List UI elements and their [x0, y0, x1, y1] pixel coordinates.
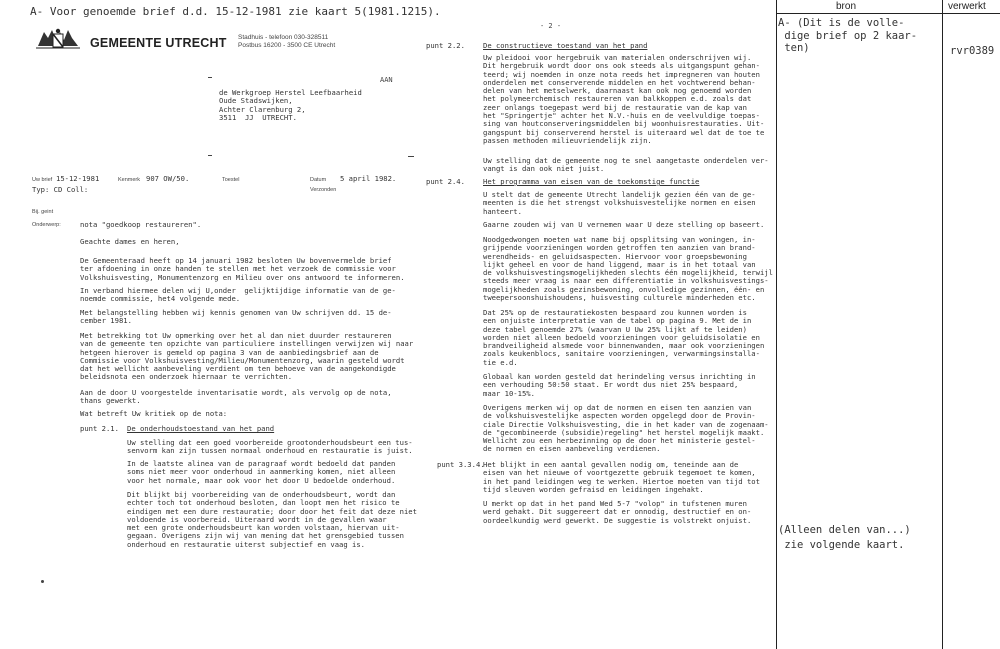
left-paragraph-4: Met betrekking tot Uw opmerking over het al dan niet duurder restaureren van de gemeente ten opzichte van particuliere instellingen verwijzen wij naar hetgeen hierover is gemeld op pagina 3 van de aanbiedingsbrief aan de Commissie voor Volkshuisvesting/Milieu/Monumentenzorg, waarin gesteld wordt dat het wellicht aanbeveling verdient om ten behoeve van de aangekondigde beleidsnota een onderzoek hiernaar te verrichten.	[80, 331, 414, 382]
verzonden-label: Verzonden	[310, 187, 337, 193]
section-2-4-paragraph-6: Overigens merken wij op dat de normen en eisen ten aanzien van de volkshuisvestelijke aspecten worden opgelegd door de Provin- ciale Directie Volkshuisvesting, die in het kader van de zogenaam- de "gecombineerde (subsidie)regeling" het herstel mogelijk maakt. Wellicht zou een herbezinning op de door het ministerie gestel- de normen en eisen aanbeveling verdienen.	[483, 403, 769, 454]
left-paragraph-2: In verband hiermee delen wij U,onder gelijktijdige informatie van de ge- noemde commissie, het4 volgende mede.	[80, 286, 396, 304]
section-2-1-paragraph-3: Dit blijkt bij voorbereiding van de onderhoudsbeurt, wordt dan echter toch tot onderhoud besloten, dan loopt men het risico te eindigen met een dure restauratie; door door het feit dat deze niet voldoende is voorbereid. Uiteraard wordt in de gevallen waar met een grote onderhoudsbeurt kan worden volstaan, hiervan uit- gegaan. Overigens zijn wij van mening dat het grensgebied tussen onderhoud en restauratie uiterst subjectief en vaag is.	[127, 490, 417, 549]
datum-value: 5 april 1982.	[340, 174, 397, 183]
section-2-1-number: punt 2.1.	[80, 424, 119, 433]
section-3-3-4-paragraph-1: Het blijkt in een aantal gevallen nodig om, teneinde aan de eisen van het nieuwe of voortgezette gebruik tegemoet te komen, in het pand leidingen weg te werken. Hiertoe moeten van tijd tot tijd sleuven worden gefraisd en leidingen ingehakt.	[483, 460, 760, 494]
section-2-4-paragraph-3: Noodgedwongen moeten wat name bij opsplitsing van woningen, in- grijpende voorzieningen worden getroffen ten aanzien van brand- werendheids- en geluidsaspecten. Hiervoor voor groepsbewoning lijkt geheel en voor de hand liggend, maar is in het totaal van de volkshuisvestingsmogelijkheden slechts één mogelijkheid, terwijl steeds meer vraag is naar een differentiatie in volkshuisvestings- mogelijkheden zoals gezinsbewoning, onvolledige gezinnen, één- en tweepersoonshuishoudens, huisvesting culturele minderheden etc.	[483, 235, 773, 303]
fold-mark-1	[208, 77, 212, 78]
section-2-4-paragraph-1: U stelt dat de gemeente Utrecht landelijk gezien één van de ge- meenten is die het strengst volkshuisvestelijke normen en eisen hanteert.	[483, 190, 756, 216]
page-number: - 2 -	[540, 22, 562, 30]
section-3-3-4-number: punt 3.3.4.	[437, 460, 485, 469]
fold-mark-3	[408, 156, 414, 157]
bron-column-header: bron	[836, 1, 857, 12]
onderwerp-value: nota "goedkoop restaureren".	[80, 220, 202, 229]
section-2-4-paragraph-4: Dat 25% op de restauratiekosten bespaard zou kunnen worden is een onjuiste interpretatie van de tabel op pagina 9. Met de in deze tabel genoemde 27% (waarvan U Uw 25% lijkt af te leiden) worden niet alleen bedoeld voorzieningen voor geluidsisolatie en brandveiligheid alsmede voor binnenwanden, maar ook voorzieningen zoals keukenblocs, sanitaire voorzieningen, verwarmingsinstalla- tie e.d.	[483, 308, 765, 367]
uw-brief-value: 15-12-1981	[56, 174, 100, 183]
recipient-address: de Werkgroep Herstel Leefbaarheid Oude Stadswijken, Achter Clarenburg 2, 3511 JJ UTRECHT.	[219, 88, 362, 122]
section-2-4-title: Het programma van eisen van de toekomstige functie	[483, 177, 700, 186]
city-coat-of-arms-logo	[34, 26, 82, 50]
kenmerk-value: 907 OW/50.	[146, 174, 190, 183]
onderwerp-label: Onderwerp:	[32, 222, 61, 228]
datum-label: Datum	[310, 177, 327, 183]
bron-side-note-top: A- (Dit is de volle- dige brief op 2 kaar- ten)	[778, 17, 918, 54]
toestel-label: Toestel	[222, 177, 240, 183]
letterhead-address-1: Stadhuis - telefoon 030-328511	[238, 34, 329, 41]
section-2-2-paragraph-1: Uw pleidooi voor hergebruik van materialen onderschrijven wij. Dit hergebruik wordt door ons ook steeds als uitgangspunt gehan- teerd; wij noemden in onze nota reeds het impregneren van houten onderdelen met conserverende middelen en het vochtwerend behan- delen van het metselwerk, daarnaast kan ook nog genoemd worden het polymeerchemisch restaureren van balkkoppen e.d. zoals dat zeer onlangs toegepast werd bij de restauratie van de kap van het "Springertje" achter het N.V.-huis en de veelvuldige toepas- sing van houtconserveringsmiddelen bij woonhuisrestauraties. Uit- gangspunt bij conserverend herstel is uiteraard wel dat de toe te passen methoden milieuvriendelijk zijn.	[483, 53, 765, 145]
section-2-4-paragraph-5: Globaal kan worden gesteld dat herindeling versus inrichting in een verhouding 50:50 staat. Er wordt dus niet 25% bespaard, maar 10-15%.	[483, 372, 756, 398]
bron-column-left-border	[776, 0, 777, 649]
section-2-2-paragraph-2: Uw stelling dat de gemeente nog te snel aangetaste onderdelen ver- vangt is dan ook niet juist.	[483, 156, 769, 174]
typist-code: Typ: CD Coll:	[32, 185, 89, 194]
recipient-aan: AAN	[380, 76, 393, 84]
section-2-4-paragraph-2: Gaarne zouden wij van U vernemen waar U deze stelling op baseert.	[483, 220, 765, 229]
kenmerk-label: Kenmerk	[118, 177, 141, 183]
section-3-3-4-paragraph-2: U merkt op dat in het pand Wed 5-7 "volop" in tufstenen muren werd gehakt. Dit suggereert dat er onnodig, destructief en on- oordeelkundig werd gewerkt. De suggestie is volstrekt onjuist.	[483, 499, 752, 525]
verwerkt-code: rvr0389	[950, 45, 995, 57]
fold-mark-2	[208, 155, 212, 156]
left-paragraph-1: De Gemeenteraad heeft op 14 januari 1982 besloten Uw bovenvermelde brief ter afdoening in onze handen te stellen met het verzoek de commissie voor Volkshuisvesting, Monumentenzorg en Milieu over ons antwoord te informeren.	[80, 256, 405, 282]
letterhead-address-2: Postbus 16200 - 3500 CE Utrecht	[238, 42, 336, 49]
bron-side-note-bottom: (Alleen delen van...) zie volgende kaart.	[778, 524, 911, 551]
section-2-1-paragraph-2: In de laatste alinea van de paragraaf wordt bedoeld dat panden soms niet meer voor onderhoud in aanmerking komen, niet alleen voor het normale, maar ook voor het door U bedoelde onderhoud.	[127, 459, 396, 485]
section-2-2-title: De constructieve toestand van het pand	[483, 41, 648, 50]
left-paragraph-3: Met belangstelling hebben wij kennis genomen van Uw schrijven dd. 15 de- cember 1981.	[80, 308, 392, 326]
header-rule	[776, 13, 1000, 14]
bron-column-right-border	[942, 0, 943, 649]
bijgeint-label: Bij. geint	[32, 209, 54, 215]
uw-brief-label: Uw brief	[32, 177, 53, 183]
salutation: Geachte dames en heren,	[80, 237, 180, 246]
section-2-2-number: punt 2.2.	[426, 41, 465, 50]
section-2-1-paragraph-1: Uw stelling dat een goed voorbereide grootonderhoudsbeurt een tus- senvorm kan zijn tussen normaal onderhoud en restauratie is juist.	[127, 438, 413, 456]
section-2-4-number: punt 2.4.	[426, 177, 465, 186]
section-2-1-title: De onderhoudstoestand van het pand	[127, 424, 275, 433]
letterhead-org: GEMEENTE UTRECHT	[90, 36, 227, 50]
left-paragraph-5: Aan de door U voorgestelde inventarisatie wordt, als vervolg op de nota, thans gewerkt.	[80, 388, 392, 406]
left-paragraph-6: Wat betreft Uw kritiek op de nota:	[80, 409, 228, 418]
margin-dot	[41, 580, 44, 583]
verwerkt-column-header: verwerkt	[948, 1, 986, 12]
header-note: A- Voor genoemde brief d.d. 15-12-1981 zie kaart 5(1981.1215).	[30, 5, 441, 18]
